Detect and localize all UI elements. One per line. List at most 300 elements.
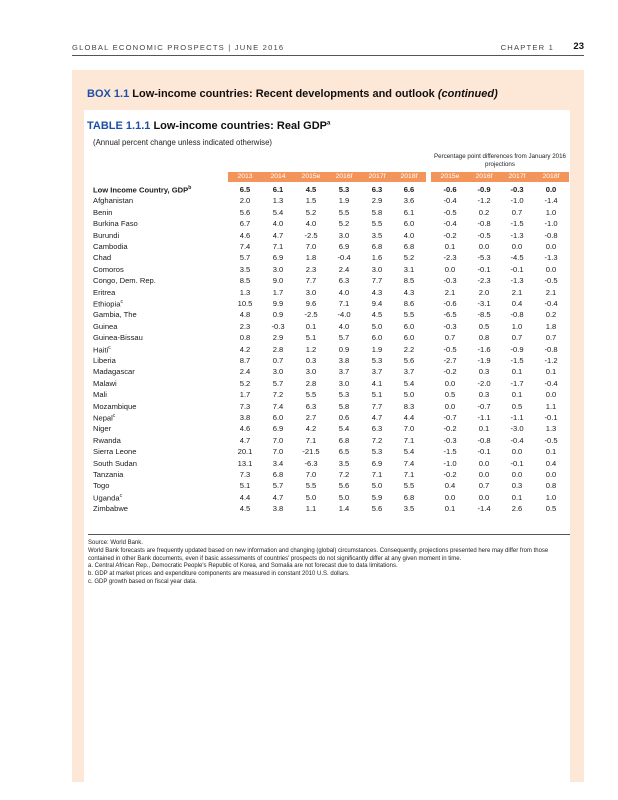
country-name bbox=[93, 208, 112, 217]
difference-value: 0.1 bbox=[444, 504, 456, 514]
table-row bbox=[88, 356, 572, 367]
column-header: 2014 bbox=[270, 173, 286, 180]
growth-value: 5.5 bbox=[403, 310, 415, 320]
growth-value: 0.7 bbox=[272, 356, 284, 365]
growth-value: 5.5 bbox=[371, 219, 383, 229]
growth-value: 7.4 bbox=[239, 242, 251, 251]
table-row bbox=[88, 253, 572, 264]
growth-value: 2.8 bbox=[305, 378, 317, 388]
growth-value: 7.0 bbox=[403, 424, 415, 434]
growth-value: 4.0 bbox=[272, 219, 284, 229]
country-name bbox=[93, 265, 124, 274]
difference-value: -0.2 bbox=[443, 470, 457, 479]
growth-value: 4.0 bbox=[338, 321, 350, 331]
country-name-text: Zimbabwe bbox=[93, 504, 129, 514]
growth-value: 3.0 bbox=[305, 367, 317, 377]
difference-value: 0.7 bbox=[511, 333, 523, 343]
table-title bbox=[87, 120, 330, 132]
difference-value: -1.0 bbox=[443, 458, 457, 468]
difference-value: 0.3 bbox=[511, 481, 523, 491]
growth-value: 9.9 bbox=[272, 299, 284, 308]
table-row bbox=[88, 333, 572, 344]
growth-value: 6.9 bbox=[338, 242, 350, 251]
difference-value: 1.0 bbox=[545, 207, 557, 217]
table-row bbox=[88, 493, 572, 504]
growth-value: 1.9 bbox=[371, 344, 383, 354]
difference-value: 0.3 bbox=[478, 390, 490, 400]
table-row bbox=[88, 322, 572, 333]
table-row bbox=[88, 447, 572, 458]
growth-value: 6.0 bbox=[371, 333, 383, 343]
growth-value: 4.0 bbox=[338, 287, 350, 297]
table-row bbox=[88, 402, 572, 413]
difference-value: 1.3 bbox=[545, 424, 557, 434]
country-name bbox=[93, 242, 128, 251]
growth-value: 5.4 bbox=[272, 207, 284, 217]
growth-value: 10.5 bbox=[237, 299, 253, 308]
growth-value: 3.7 bbox=[371, 367, 383, 377]
growth-value: 5.6 bbox=[403, 356, 415, 365]
country-name bbox=[93, 402, 136, 411]
country-name-text: Liberia bbox=[93, 356, 116, 365]
country-name-text: Togo bbox=[93, 481, 110, 491]
growth-value: 5.0 bbox=[305, 492, 317, 502]
country-name-text: Rwanda bbox=[93, 435, 121, 445]
table-row bbox=[88, 367, 572, 378]
difference-value: -1.7 bbox=[510, 378, 524, 388]
column-header: 2018f bbox=[400, 173, 418, 180]
difference-value: -0.5 bbox=[544, 276, 558, 286]
country-name-text: Sierra Leone bbox=[93, 447, 137, 457]
difference-value: 1.1 bbox=[545, 401, 557, 411]
growth-value: 4.1 bbox=[371, 378, 383, 388]
growth-value: 5.7 bbox=[272, 481, 284, 491]
growth-value: 5.5 bbox=[338, 207, 350, 217]
growth-value: 7.0 bbox=[272, 447, 284, 457]
growth-value: 1.9 bbox=[338, 196, 350, 206]
country-name bbox=[93, 413, 115, 423]
growth-value: 1.1 bbox=[305, 504, 317, 514]
country-name bbox=[93, 447, 136, 456]
difference-value: -0.1 bbox=[510, 264, 524, 274]
difference-value: 0.8 bbox=[545, 481, 557, 491]
growth-value: 0.8 bbox=[239, 333, 251, 343]
table-note: World Bank forecasts are frequently updated based on new information and changing (global) circumstances. Consequently, projections presented here may differ from those contained in other Bank documents, even if basic assessments of countries' prospects do not significantly differ at any given moment in time. bbox=[88, 547, 549, 562]
page-number: 23 bbox=[573, 41, 584, 52]
growth-value: 1.3 bbox=[239, 287, 251, 297]
growth-value: 8.7 bbox=[239, 356, 251, 365]
difference-value: -1.4 bbox=[544, 196, 558, 206]
country-name-text: Madagascar bbox=[93, 367, 135, 377]
difference-value: -1.6 bbox=[477, 344, 491, 354]
difference-value: 2.0 bbox=[478, 287, 490, 297]
growth-value: 5.7 bbox=[239, 253, 251, 263]
difference-value: -0.5 bbox=[443, 344, 457, 354]
growth-value: 3.7 bbox=[403, 367, 415, 377]
growth-value: 7.1 bbox=[305, 435, 317, 445]
growth-value: 8.6 bbox=[403, 299, 415, 308]
difference-value: -1.5 bbox=[510, 219, 524, 229]
difference-value: 0.0 bbox=[478, 470, 490, 479]
growth-value: 7.4 bbox=[272, 401, 284, 411]
country-name-text: Tanzania bbox=[93, 470, 124, 479]
growth-value: 2.4 bbox=[239, 367, 251, 377]
difference-value: -1.3 bbox=[544, 253, 558, 263]
growth-value: 4.6 bbox=[239, 424, 251, 434]
growth-value: 5.3 bbox=[338, 390, 350, 400]
difference-value: -1.1 bbox=[477, 413, 491, 422]
difference-value: 0.0 bbox=[545, 185, 557, 194]
difference-value: 0.7 bbox=[511, 207, 523, 217]
difference-value: 0.7 bbox=[444, 333, 456, 343]
growth-value: 6.7 bbox=[239, 219, 251, 229]
difference-value: -0.8 bbox=[477, 219, 491, 229]
difference-value: -4.5 bbox=[510, 253, 524, 263]
difference-value: 0.3 bbox=[478, 367, 490, 377]
column-header: 2015e bbox=[440, 173, 460, 180]
box-title bbox=[87, 88, 498, 100]
country-name bbox=[93, 459, 137, 468]
country-name-text: Niger bbox=[93, 424, 112, 434]
growth-value: 4.5 bbox=[305, 185, 317, 194]
difference-value: 0.0 bbox=[511, 470, 523, 479]
country-name-text: South Sudan bbox=[93, 458, 137, 468]
box-continued: (continued) bbox=[437, 88, 498, 100]
difference-value: -0.9 bbox=[510, 344, 524, 354]
growth-value: 3.1 bbox=[403, 264, 415, 274]
table-note: Source: World Bank. bbox=[88, 540, 143, 546]
difference-value: -0.1 bbox=[477, 447, 491, 457]
growth-value: 4.4 bbox=[239, 492, 251, 502]
difference-value: -0.5 bbox=[544, 435, 558, 445]
table-row bbox=[88, 436, 572, 447]
country-name-text: Afghanistan bbox=[93, 196, 134, 206]
difference-value: -8.5 bbox=[477, 310, 491, 320]
difference-value: -5.3 bbox=[477, 253, 491, 263]
footnote-marker: c bbox=[108, 344, 111, 351]
growth-value: 1.2 bbox=[305, 344, 317, 354]
country-name-text: Gambia, The bbox=[93, 310, 137, 320]
growth-value: 4.4 bbox=[403, 413, 415, 422]
difference-value: 0.0 bbox=[545, 390, 557, 400]
country-name bbox=[93, 356, 116, 365]
country-name-text: Haiti bbox=[93, 345, 109, 355]
difference-value: -1.1 bbox=[510, 413, 524, 422]
growth-value: 4.2 bbox=[239, 344, 251, 354]
growth-value: 5.0 bbox=[338, 492, 350, 502]
growth-value: 5.1 bbox=[239, 481, 251, 491]
country-name bbox=[93, 288, 115, 297]
difference-value: -0.2 bbox=[443, 230, 457, 240]
table-row bbox=[88, 299, 572, 310]
box-title-text: Low-income countries: Recent developments and outlook bbox=[132, 88, 435, 100]
growth-value: 5.4 bbox=[338, 424, 350, 434]
difference-value: 0.2 bbox=[545, 310, 557, 320]
difference-value: -2.3 bbox=[477, 276, 491, 286]
country-name bbox=[93, 276, 156, 285]
difference-value: -0.4 bbox=[510, 435, 524, 445]
growth-value: -2.5 bbox=[304, 230, 318, 240]
growth-value: 8.5 bbox=[403, 276, 415, 286]
difference-value: 1.8 bbox=[545, 321, 557, 331]
column-header: 2015e bbox=[301, 173, 321, 180]
difference-value: -0.6 bbox=[443, 299, 457, 308]
difference-value: -1.2 bbox=[544, 356, 558, 365]
country-name bbox=[93, 345, 111, 355]
growth-value: 5.9 bbox=[371, 492, 383, 502]
table-row bbox=[88, 288, 572, 299]
growth-value: 7.2 bbox=[272, 390, 284, 400]
growth-value: 3.7 bbox=[338, 367, 350, 377]
growth-value: 7.1 bbox=[403, 435, 415, 445]
growth-value: 5.5 bbox=[403, 481, 415, 491]
difference-value: -0.3 bbox=[510, 185, 524, 194]
growth-value: 5.7 bbox=[338, 333, 350, 343]
growth-value: 6.0 bbox=[272, 413, 284, 422]
country-name-text: Guinea bbox=[93, 321, 118, 331]
percentage-point-label: Percentage point differences from January 2016 projections bbox=[434, 153, 566, 168]
growth-value: 7.7 bbox=[371, 401, 383, 411]
growth-value: 6.8 bbox=[403, 242, 415, 251]
table-row bbox=[88, 231, 572, 242]
table-row bbox=[88, 504, 572, 515]
growth-value: -0.3 bbox=[271, 321, 285, 331]
country-name bbox=[93, 424, 111, 433]
difference-value: -0.8 bbox=[477, 435, 491, 445]
difference-value: 0.0 bbox=[444, 378, 456, 388]
table-note: c. GDP growth based on fiscal year data. bbox=[88, 578, 197, 585]
growth-value: 3.5 bbox=[371, 230, 383, 240]
country-name-text: Cambodia bbox=[93, 242, 128, 251]
growth-value: 3.0 bbox=[272, 264, 284, 274]
difference-value: 0.0 bbox=[478, 242, 490, 251]
country-name bbox=[93, 470, 123, 479]
table-bottom-rule bbox=[88, 534, 570, 535]
growth-value: 2.0 bbox=[239, 196, 251, 206]
difference-value: 0.1 bbox=[511, 367, 523, 377]
growth-value: 3.4 bbox=[272, 458, 284, 468]
country-name bbox=[93, 310, 137, 319]
country-name bbox=[93, 481, 109, 490]
country-name bbox=[93, 253, 111, 262]
growth-value: 7.1 bbox=[371, 470, 383, 479]
difference-value: -2.7 bbox=[443, 356, 457, 365]
difference-value: 2.6 bbox=[511, 504, 523, 514]
country-name-text: Burundi bbox=[93, 230, 120, 240]
growth-value: 5.0 bbox=[371, 481, 383, 491]
growth-value: 3.8 bbox=[272, 504, 284, 514]
table-row bbox=[88, 424, 572, 435]
growth-value: 20.1 bbox=[237, 447, 253, 457]
growth-value: 3.5 bbox=[239, 264, 251, 274]
growth-value: 5.1 bbox=[305, 333, 317, 343]
table-title-text: Low-income countries: Real GDP bbox=[153, 120, 328, 132]
growth-value: 4.6 bbox=[239, 230, 251, 240]
table-notes bbox=[88, 540, 566, 587]
difference-value: -0.2 bbox=[443, 367, 457, 377]
difference-value: -1.9 bbox=[477, 356, 491, 365]
publication-title: GLOBAL ECONOMIC PROSPECTS | JUNE 2016 bbox=[72, 43, 285, 52]
growth-value: 3.0 bbox=[338, 230, 350, 240]
difference-value: -0.2 bbox=[443, 424, 457, 434]
difference-value: 0.5 bbox=[444, 390, 456, 400]
growth-value: 5.5 bbox=[305, 390, 317, 400]
growth-value: 5.3 bbox=[371, 356, 383, 365]
country-name-text: Comoros bbox=[93, 264, 124, 274]
growth-value: 5.0 bbox=[403, 390, 415, 400]
difference-value: 0.4 bbox=[545, 458, 557, 468]
column-header: 2016f bbox=[335, 173, 353, 180]
growth-value: 0.9 bbox=[338, 344, 350, 354]
country-name bbox=[93, 322, 118, 331]
table-row bbox=[88, 185, 572, 196]
growth-value: 2.7 bbox=[305, 413, 317, 422]
difference-value: -0.5 bbox=[477, 230, 491, 240]
column-header: 2013 bbox=[237, 173, 253, 180]
box-number: BOX 1.1 bbox=[87, 88, 130, 100]
growth-value: 7.1 bbox=[272, 242, 284, 251]
country-name-text: Mali bbox=[93, 390, 107, 400]
growth-value: 0.9 bbox=[272, 310, 284, 320]
difference-value: -0.8 bbox=[544, 230, 558, 240]
difference-value: -1.4 bbox=[477, 504, 491, 514]
growth-value: 5.2 bbox=[239, 378, 251, 388]
difference-value: -0.7 bbox=[443, 413, 457, 422]
growth-value: 4.3 bbox=[403, 287, 415, 297]
country-name bbox=[93, 299, 123, 309]
difference-value: -0.3 bbox=[443, 435, 457, 445]
chapter-label: CHAPTER 1 bbox=[500, 43, 554, 52]
difference-value: 0.2 bbox=[478, 207, 490, 217]
difference-value: 0.1 bbox=[545, 367, 557, 377]
growth-value: 5.8 bbox=[371, 207, 383, 217]
growth-value: 6.9 bbox=[371, 458, 383, 468]
table-row bbox=[88, 413, 572, 424]
country-name bbox=[93, 493, 122, 503]
growth-value: 6.6 bbox=[403, 185, 415, 194]
difference-value: -0.6 bbox=[443, 185, 457, 194]
growth-value: 6.9 bbox=[272, 253, 284, 263]
footnote-marker: b bbox=[188, 185, 192, 191]
growth-value: 3.8 bbox=[239, 413, 251, 422]
growth-value: 4.2 bbox=[305, 424, 317, 434]
growth-value: 3.0 bbox=[371, 264, 383, 274]
growth-value: 6.5 bbox=[239, 185, 251, 194]
country-name-text: Nepal bbox=[93, 413, 113, 423]
growth-value: 4.7 bbox=[239, 435, 251, 445]
table-row bbox=[88, 459, 572, 470]
growth-value: 7.3 bbox=[239, 470, 251, 479]
difference-value: -0.4 bbox=[544, 299, 558, 308]
difference-value: -0.5 bbox=[443, 207, 457, 217]
growth-value: 5.7 bbox=[272, 378, 284, 388]
header-rule bbox=[72, 55, 584, 56]
difference-value: 0.0 bbox=[444, 264, 456, 274]
growth-value: 6.3 bbox=[371, 424, 383, 434]
difference-value: -1.3 bbox=[510, 230, 524, 240]
country-name bbox=[93, 231, 119, 240]
growth-value: 2.9 bbox=[371, 196, 383, 206]
column-header: 2017f bbox=[508, 173, 526, 180]
growth-value: 2.2 bbox=[403, 344, 415, 354]
difference-value: -1.5 bbox=[443, 447, 457, 457]
growth-value: 6.0 bbox=[403, 219, 415, 229]
growth-value: 5.1 bbox=[371, 390, 383, 400]
difference-value: 0.1 bbox=[511, 492, 523, 502]
growth-value: -21.5 bbox=[302, 447, 320, 457]
country-name bbox=[93, 504, 128, 513]
table-row bbox=[88, 390, 572, 401]
country-name-text: Guinea-Bissau bbox=[93, 333, 143, 343]
table-number: TABLE 1.1.1 bbox=[87, 120, 151, 132]
country-name bbox=[93, 196, 133, 205]
growth-value: 7.3 bbox=[239, 401, 251, 411]
country-name bbox=[93, 185, 191, 195]
difference-value: -1.3 bbox=[510, 276, 524, 286]
country-name-text: Congo, Dem. Rep. bbox=[93, 276, 156, 286]
country-name-text: Burkina Faso bbox=[93, 219, 138, 229]
country-name-text: Chad bbox=[93, 253, 112, 263]
difference-value: 0.1 bbox=[444, 242, 456, 251]
growth-value: 1.8 bbox=[305, 253, 317, 263]
difference-value: 0.0 bbox=[545, 470, 557, 479]
growth-value: 4.0 bbox=[305, 219, 317, 229]
growth-value: 7.7 bbox=[371, 276, 383, 286]
difference-value: -1.0 bbox=[544, 219, 558, 229]
difference-value: 0.5 bbox=[545, 504, 557, 514]
growth-value: 3.0 bbox=[338, 378, 350, 388]
growth-value: 6.8 bbox=[338, 435, 350, 445]
growth-value: 7.0 bbox=[305, 242, 317, 251]
difference-value: -3.0 bbox=[510, 424, 524, 434]
growth-value: 6.9 bbox=[272, 424, 284, 434]
difference-value: -0.1 bbox=[477, 264, 491, 274]
difference-value: 0.0 bbox=[545, 242, 557, 251]
table-row bbox=[88, 345, 572, 356]
growth-value: 6.1 bbox=[272, 185, 284, 194]
growth-value: 6.5 bbox=[338, 447, 350, 457]
growth-value: 5.3 bbox=[338, 185, 350, 194]
table-row bbox=[88, 470, 572, 481]
country-name-text: Benin bbox=[93, 207, 113, 217]
growth-value: 9.6 bbox=[305, 299, 317, 308]
growth-value: 3.5 bbox=[403, 504, 415, 514]
growth-value: 2.3 bbox=[305, 264, 317, 274]
growth-value: 5.2 bbox=[338, 219, 350, 229]
difference-value: 0.0 bbox=[478, 492, 490, 502]
table-row bbox=[88, 265, 572, 276]
running-header bbox=[72, 40, 584, 54]
difference-value: 2.1 bbox=[511, 287, 523, 297]
growth-value: 7.7 bbox=[305, 276, 317, 286]
growth-value: 5.5 bbox=[305, 481, 317, 491]
growth-value: 7.1 bbox=[338, 299, 350, 308]
table-row bbox=[88, 242, 572, 253]
difference-value: 0.1 bbox=[545, 447, 557, 457]
difference-value: 0.5 bbox=[478, 321, 490, 331]
difference-value: 0.4 bbox=[511, 299, 523, 308]
difference-value: 0.4 bbox=[444, 481, 456, 491]
growth-value: 4.0 bbox=[403, 230, 415, 240]
growth-value: 1.4 bbox=[338, 504, 350, 514]
difference-value: 2.1 bbox=[444, 287, 456, 297]
growth-value: 3.5 bbox=[338, 458, 350, 468]
country-name bbox=[93, 379, 117, 388]
difference-value: -2.0 bbox=[477, 378, 491, 388]
growth-value: 5.8 bbox=[338, 401, 350, 411]
growth-value: 7.0 bbox=[272, 435, 284, 445]
table-row bbox=[88, 276, 572, 287]
